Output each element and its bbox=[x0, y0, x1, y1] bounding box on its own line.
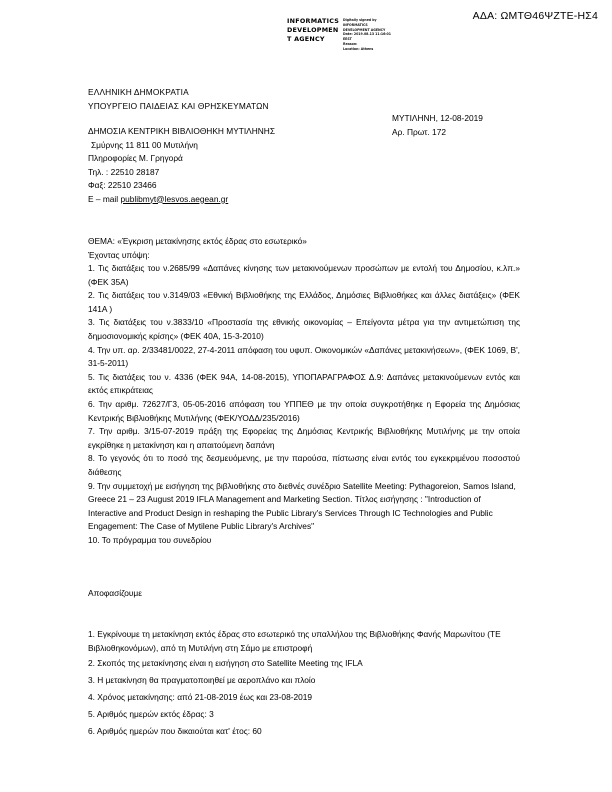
grounds-item: 7. Την αριθμ. 3/15-07-2019 πράξη της Εφορείας της Δημόσιας Κεντρικής Βιβλιοθήκης Μυτιλήνης με την οποία εγκρίθηκε η μετακίνηση και η απαιτούμενη δαπάνη bbox=[88, 426, 520, 450]
grounds-item: 5. Τις διατάξεις του ν. 4336 (ΦΕΚ 94Α, 14-08-2015), ΥΠΟΠΑΡΑΓΡΑΦΟΣ Δ.9: Δαπάνες μετακινούμενων εντός και εκτός επικράτειας bbox=[88, 371, 520, 396]
email-address-link[interactable]: publibmyt@lesvos.aegean.gr bbox=[120, 193, 229, 204]
signature-line-3: DEVELOPMENT AGENCY bbox=[343, 27, 386, 32]
decision-list bbox=[88, 628, 520, 740]
grounds-item: 2. Τις διατάξεις του ν.3149/03 «Εθνική Βιβλιοθήκης της Ελλάδος, Δημόσιες Βιβλιοθήκες και άλλες διατάξεις» (ΦΕΚ 141Α ) bbox=[88, 290, 520, 314]
decision-item: 3. Η μετακίνηση θα πραγματοποιηθεί με αεροπλάνο και πλοίο bbox=[88, 675, 316, 686]
decision-item: 6. Αριθμός ημερών που δικαιούται κατ' έτος: 60 bbox=[88, 726, 262, 737]
decision-item: 2. Σκοπός της μετακίνησης είναι η εισήγηση στο Satellite Meeting της IFLA bbox=[88, 658, 363, 669]
decision-heading: Αποφασίζουμε bbox=[88, 588, 142, 599]
issuing-authority bbox=[88, 86, 520, 113]
having-regard-line: Έχοντας υπόψη: bbox=[88, 249, 150, 260]
email-label: E – mail bbox=[88, 193, 121, 204]
signature-line-6: Reason: bbox=[343, 41, 358, 46]
spacer bbox=[88, 601, 520, 628]
signature-line-5: EEST bbox=[343, 37, 352, 42]
place-date: ΜΥΤΙΛΗΝΗ, 12-08-2019 bbox=[392, 113, 483, 123]
library-name: ΔΗΜΟΣΙΑ ΚΕΝΤΡΙΚΗ ΒΙΒΛΙΟΘΗΚΗ ΜΥΤΙΛΗΝΗΣ bbox=[88, 126, 275, 136]
decision-item: 1. Εγκρίνουμε τη μετακίνηση εκτός έδρας στο εσωτερικό της υπαλλήλου της Βιβλιοθήκης Φανής Μαρωνίτου (ΤΕ Βιβλιοθηκονόμων), από τη Μυτιλήνη στη Σάμο με επιστροφή bbox=[88, 628, 501, 653]
ada-code: ΑΔΑ: ΩΜΤΘ46ΨΖΤΕ-ΗΣ4 bbox=[472, 10, 598, 22]
fax-line: Φαξ: 22510 23466 bbox=[88, 180, 157, 190]
phone-line: Τηλ. : 22510 28187 bbox=[88, 166, 160, 177]
contact-person: Πληροφορίες Μ. Γρηγορά bbox=[88, 153, 183, 163]
document-meta bbox=[392, 112, 524, 139]
subject-section bbox=[88, 235, 520, 262]
grounds-list bbox=[88, 262, 520, 547]
grounds-item: 4. Την υπ. αρ. 2/33481/0022, 27-4-2011 απόφαση του υφυπ. Οικονομικών «Δαπάνες μετακινήσεων», (ΦΕΚ 1069, Β', 31-5-2011) bbox=[88, 344, 520, 369]
email-line bbox=[88, 193, 520, 207]
decision-item: 4. Χρόνος μετακίνησης: από 21-08-2019 έως και 23-08-2019 bbox=[88, 692, 313, 703]
spacer bbox=[88, 547, 520, 587]
contact-info bbox=[88, 139, 520, 207]
grounds-item: 1. Τις διατάξεις του ν.2685/99 «Δαπάνες κίνησης των μετακινούμενων προσώπων με εντολή του Δημοσίου, κ.λπ.» (ΦΕΚ 35Α) bbox=[88, 263, 520, 287]
authority-line-2: ΥΠΟΥΡΓΕΙΟ ΠΑΙΔΕΙΑΣ ΚΑΙ ΘΡΗΣΚΕΥΜΑΤΩΝ bbox=[88, 100, 269, 111]
ida-logo-text bbox=[287, 17, 339, 44]
grounds-item: 6. Την αριθμ. 72627/Γ3, 05-05-2016 απόφαση του ΥΠΠΕΘ με την οποία συγκροτήθηκε η Εφορεία της Δημόσιας Κεντρικής Βιβλιοθήκης Μυτιλήνης (ΦΕΚ/ΥΟΔΔ/235/2016) bbox=[88, 398, 520, 423]
document-body bbox=[88, 86, 520, 740]
authority-line-1: ΕΛΛΗΝΙΚΗ ΔΗΜΟΚΡΑΤΙΑ bbox=[88, 87, 189, 97]
decision-item: 5. Αριθμός ημερών εκτός έδρας: 3 bbox=[88, 709, 214, 720]
ida-logo-line-2: DEVELOPMEN bbox=[287, 26, 339, 35]
signature-line-4: Date: 2019.08.13 11:16:01 bbox=[343, 32, 391, 37]
signature-line-1: Digitally signed by bbox=[343, 18, 377, 22]
protocol-number: Αρ. Πρωτ. 172 bbox=[392, 126, 446, 137]
grounds-item: 8. Το γεγονός ότι το ποσό της δεσμευόμενης, με την παρούσα, πίστωσης είναι εντός του εγκεκριμένου ποσοστού διάθεσης bbox=[88, 453, 520, 477]
library-and-meta bbox=[88, 113, 520, 139]
ida-logo-line-1: INFORMATICS bbox=[287, 17, 340, 25]
address-line: Σμύρνης 11 811 00 Μυτιλήνη bbox=[91, 139, 198, 150]
subject-line: ΘΕΜΑ: «Έγκριση μετακίνησης εκτός έδρας στο εσωτερικό» bbox=[88, 236, 307, 246]
signature-details bbox=[343, 17, 409, 52]
ida-logo-line-3: T AGENCY bbox=[287, 35, 325, 44]
digital-signature-logo bbox=[287, 17, 409, 52]
grounds-item: 9. Την συμμετοχή με εισήγηση της βιβλιοθήκης στο διεθνές συνέδριο Satellite Meeting: Pythagoreion, Samos Island, Greece 21 – 23 August 2019 IFLA Management and Marketing Section. Τίτλος εισήγησης : "Introduction of Interactive and Product Design in reshaping the Public Library's Services Through IC Technologies and Public Engagement: The Case of Mytilene Public Library's Archives" bbox=[88, 480, 516, 532]
grounds-item: 10. Το πρόγραμμα του συνεδρίου bbox=[88, 534, 212, 545]
signature-line-7: Location: Athens bbox=[343, 46, 374, 51]
signature-line-2: INFORMATICS bbox=[343, 22, 368, 27]
grounds-item: 3. Τις διατάξεις του ν.3833/10 «Προστασία της εθνικής οικονομίας – Επείγοντα μέτρα για την αντιμετώπιση της δημοσιονομικής κρίσης» (ΦΕΚ 40Α, 15-3-2010) bbox=[88, 317, 520, 341]
